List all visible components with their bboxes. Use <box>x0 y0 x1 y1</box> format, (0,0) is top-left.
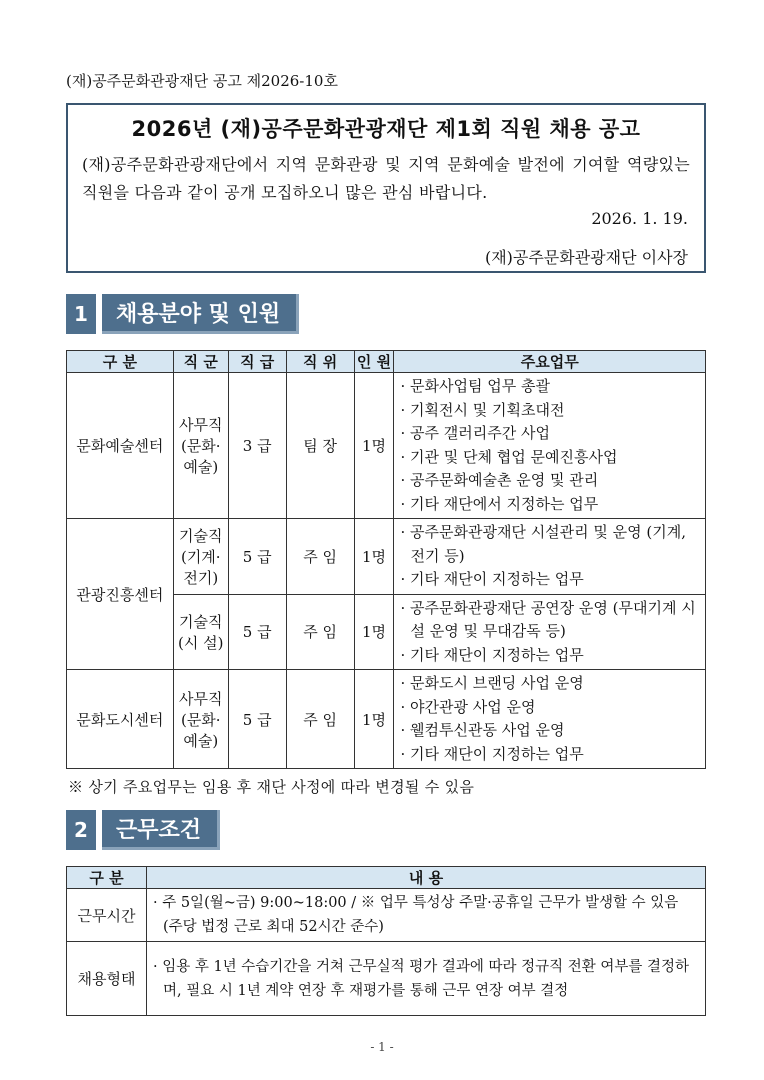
announcement-title: 2026년 (재)공주문화관광재단 제1회 직원 채용 공고 <box>131 117 641 141</box>
duty-item: · 기관 및 단체 협업 문예진흥사업 <box>400 447 618 466</box>
positions-table <box>66 350 706 769</box>
position-cell: 주 임 <box>286 670 354 769</box>
duty-item: · 공주문화예술촌 운영 및 관리 <box>400 471 599 489</box>
section1-heading <box>66 294 299 334</box>
grade-cell: 5 급 <box>228 519 286 595</box>
conditions-table <box>66 866 706 1016</box>
table-row <box>67 519 706 595</box>
category-cell: 근무시간 <box>67 889 147 942</box>
section1-number: 1 <box>66 294 96 334</box>
section2-number: 2 <box>66 810 96 850</box>
grade-cell: 5 급 <box>228 594 286 670</box>
table-row <box>67 889 706 942</box>
grade-cell: 3 급 <box>228 373 286 519</box>
content-line: · 주 5일(월~금) 9:00~18:00 / ※ 업무 특성상 주말·공휴일 근무가 발생할 수 있음 <box>153 895 679 911</box>
announcement-body: (재)공주문화관광재단에서 지역 문화관광 및 지역 문화예술 발전에 기여할 역량있는 직원을 다음과 같이 공개 모집하오니 많은 관심 바랍니다. <box>82 155 690 202</box>
duty-item: · 야간관광 사업 운영 <box>400 697 536 716</box>
count-cell: 1명 <box>354 373 394 519</box>
header-category: 구 분 <box>67 867 147 889</box>
grade-cell: 5 급 <box>228 670 286 769</box>
header-duties: 주요업무 <box>394 351 706 373</box>
content-line: · 임용 후 1년 수습기간을 거쳐 근무실적 평가 결과에 따라 정규직 전환 여부를 결정하며, 필요 시 1년 계약 연장 후 재평가를 통해 근무 연장 여부 결정 <box>153 958 689 999</box>
count-cell: 1명 <box>354 594 394 670</box>
division-cell: 관광진흥센터 <box>67 519 174 670</box>
duties-cell <box>394 594 706 670</box>
page-number: - 1 - <box>370 1040 394 1054</box>
job-group-cell: 기술직 (시 설) <box>173 594 228 670</box>
header-position: 직 위 <box>286 351 354 373</box>
content-line: (주당 법정 근로 최대 52시간 준수) <box>163 919 384 935</box>
section2-heading <box>66 810 220 850</box>
job-group-cell: 사무직 (문화·예술) <box>173 670 228 769</box>
duty-item: · 기타 재단이 지정하는 업무 <box>400 645 584 664</box>
section1-title: 채용분야 및 인원 <box>102 294 299 334</box>
header-division: 구 분 <box>67 351 174 373</box>
duty-item: · 공주 갤러리주간 사업 <box>400 424 550 442</box>
count-cell: 1명 <box>354 670 394 769</box>
table-row <box>67 670 706 769</box>
position-cell: 주 임 <box>286 594 354 670</box>
duty-item: · 기타 재단이 지정하는 업무 <box>400 744 584 763</box>
category-cell: 채용형태 <box>67 942 147 1016</box>
announcement-date: 2026. 1. 19. <box>591 209 688 228</box>
duty-item: · 기획전시 및 기획초대전 <box>400 400 565 419</box>
duty-item: · 공주문화관광재단 시설관리 및 운영 (기계, 전기 등) <box>400 523 687 565</box>
job-group-cell: 기술직 (기계·전기) <box>173 519 228 595</box>
count-cell: 1명 <box>354 519 394 595</box>
announcement-box <box>66 103 706 273</box>
header-count: 인 원 <box>354 351 394 373</box>
content-cell <box>147 889 706 942</box>
duties-cell <box>394 519 706 595</box>
duty-item: · 공주문화관광재단 공연장 운영 (무대기계 시설 운영 및 무대감독 등) <box>400 598 696 640</box>
header-job-group: 직 군 <box>173 351 228 373</box>
notice-number: (재)공주문화관광재단 공고 제2026-10호 <box>66 72 338 90</box>
duties-cell <box>394 670 706 769</box>
duty-item: · 기타 재단이 지정하는 업무 <box>400 570 584 588</box>
duties-cell <box>394 373 706 519</box>
duties-note: ※ 상기 주요업무는 임용 후 재단 사정에 따라 변경될 수 있음 <box>68 778 475 796</box>
duty-item: · 문화도시 브랜딩 사업 운영 <box>400 674 584 692</box>
position-cell: 주 임 <box>286 519 354 595</box>
duty-item: · 웰컴투신관동 사업 운영 <box>400 721 565 739</box>
job-group-cell: 사무직 (문화·예술) <box>173 373 228 519</box>
table-row <box>67 942 706 1016</box>
position-cell: 팀 장 <box>286 373 354 519</box>
duty-item: · 기타 재단에서 지정하는 업무 <box>400 494 599 513</box>
header-grade: 직 급 <box>228 351 286 373</box>
division-cell: 문화도시센터 <box>67 670 174 769</box>
section2-title: 근무조건 <box>102 810 220 850</box>
table-header-row <box>67 351 706 373</box>
content-cell <box>147 942 706 1016</box>
announcement-issuer: (재)공주문화관광재단 이사장 <box>484 248 688 267</box>
duty-item: · 문화사업팀 업무 총괄 <box>400 377 550 395</box>
header-content: 내 용 <box>147 867 706 889</box>
division-cell: 문화예술센터 <box>67 373 174 519</box>
table-header-row <box>67 867 706 889</box>
table-row <box>67 373 706 519</box>
